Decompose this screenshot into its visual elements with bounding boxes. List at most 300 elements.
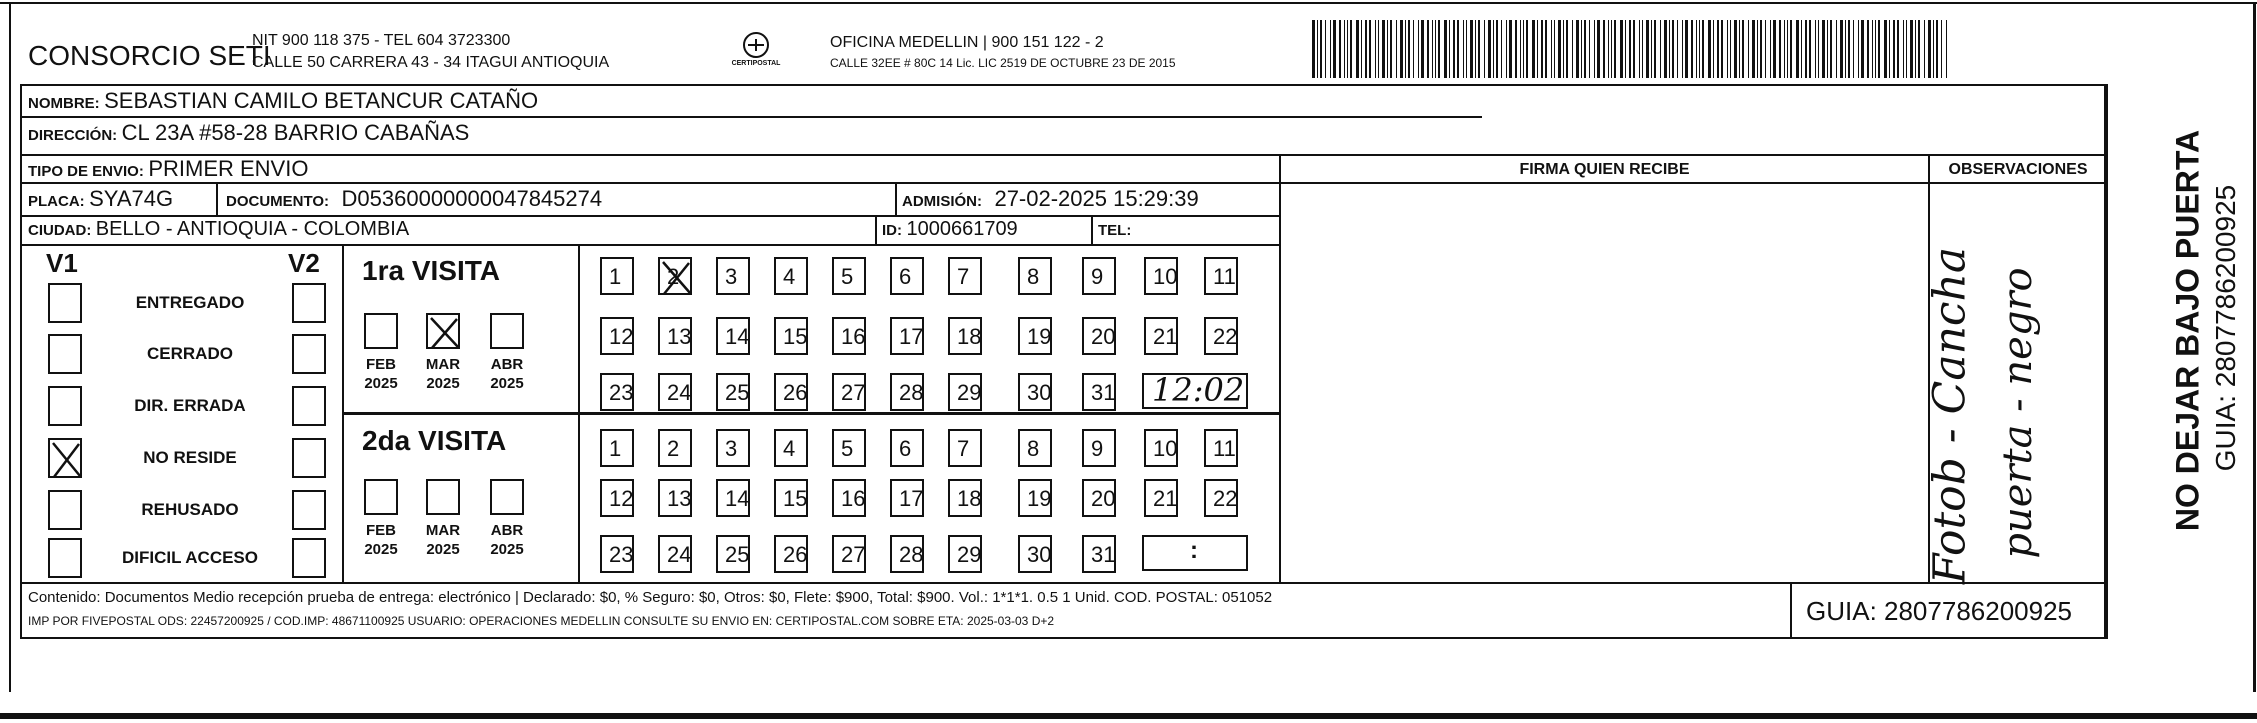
side-title: NO DEJAR BAJO PUERTA (2169, 129, 2206, 532)
barcode-bar (1421, 20, 1424, 78)
barcode-bar (1369, 20, 1371, 78)
barcode-bar (1893, 20, 1895, 78)
nombre-value: SEBASTIAN CAMILO BETANCUR CATAÑO (104, 88, 539, 113)
barcode-bar (1664, 20, 1667, 78)
barcode-bar (1897, 20, 1899, 78)
barcode-bar (1520, 20, 1521, 78)
documento-label: DOCUMENTO: (226, 193, 330, 210)
day-box[interactable]: 21 (1144, 479, 1178, 517)
observaciones-label: OBSERVACIONES (1948, 161, 2088, 178)
v1-checkbox[interactable] (48, 438, 82, 478)
barcode-bar (1488, 20, 1491, 78)
firma-label: FIRMA QUIEN RECIBE (1519, 161, 1690, 178)
day-box[interactable]: 26 (774, 373, 808, 411)
day-box[interactable]: 28 (890, 373, 924, 411)
barcode-bar (1878, 20, 1880, 78)
barcode-bar (1654, 20, 1656, 78)
v2-checkbox[interactable] (292, 490, 326, 530)
barcode-bar (1721, 20, 1723, 78)
barcode-bar (1408, 20, 1410, 78)
barcode-bar (1449, 20, 1450, 78)
id-value: 1000661709 (906, 218, 1018, 240)
barcode-bar (1382, 20, 1385, 78)
barcode-bar (1554, 20, 1555, 78)
barcode-bar (1427, 20, 1429, 78)
v1-checkbox[interactable] (48, 538, 82, 578)
day-box[interactable]: 15 (774, 479, 808, 517)
ciudad-value: BELLO - ANTIOQUIA - COLOMBIA (95, 218, 410, 240)
status-label: CERRADO (147, 344, 233, 363)
row-line-5 (20, 244, 1279, 246)
barcode-bar (1563, 20, 1564, 78)
barcode-bar (1361, 20, 1362, 78)
day-box[interactable]: 27 (832, 535, 866, 573)
obs-header-line (1279, 182, 2106, 184)
day-box[interactable]: 14 (716, 317, 750, 355)
barcode-bar (1378, 20, 1379, 78)
barcode-bar (1526, 20, 1528, 78)
barcode-bar (1677, 20, 1678, 78)
day-box[interactable]: 19 (1018, 479, 1052, 517)
barcode-bar (1730, 20, 1731, 78)
second-visit-title: 2da VISITA (362, 425, 507, 456)
placa-divider (216, 182, 218, 215)
barcode-bar (1779, 20, 1781, 78)
first-visit-title: 1ra VISITA (362, 255, 500, 286)
day-box[interactable]: 27 (832, 373, 866, 411)
barcode-bar (1347, 20, 1348, 78)
day-box[interactable]: 10 (1144, 429, 1178, 467)
barcode-bar (1608, 20, 1609, 78)
v1-checkbox[interactable] (48, 334, 82, 374)
ciudad-label: CIUDAD: (28, 222, 92, 239)
ciudad-row (28, 218, 409, 241)
barcode-bar (1651, 20, 1652, 78)
barcode-bar (1515, 20, 1517, 78)
barcode-bar (1356, 20, 1359, 78)
barcode-bar (1805, 20, 1807, 78)
day-box[interactable]: 25 (716, 535, 750, 573)
barcode-bar (1742, 20, 1744, 78)
day-box[interactable]: 31 (1082, 535, 1116, 573)
barcode-bar (1836, 20, 1837, 78)
v2-checkbox[interactable] (292, 538, 326, 578)
day-box[interactable]: 13 (658, 479, 692, 517)
day-box[interactable]: 23 (600, 535, 634, 573)
day-box[interactable]: 23 (600, 373, 634, 411)
status-label: REHUSADO (141, 500, 239, 519)
barcode-bar (1375, 20, 1376, 78)
barcode-bar (1629, 20, 1631, 78)
barcode-bar (1646, 20, 1649, 78)
day-box[interactable]: 25 (716, 373, 750, 411)
day-box[interactable]: 14 (716, 479, 750, 517)
barcode-bar (1639, 20, 1640, 78)
day-box[interactable]: 26 (774, 535, 808, 573)
barcode-bar (1787, 20, 1788, 78)
barcode-bar (1822, 20, 1825, 78)
barcode-bar (1457, 20, 1459, 78)
barcode-bar (1537, 20, 1538, 78)
month-label: ABR 2025 (490, 356, 524, 392)
barcode-bar (1496, 20, 1498, 78)
barcode-bar (1400, 20, 1403, 78)
barcode-bar (1696, 20, 1697, 78)
page-border-left (9, 2, 11, 692)
barcode-bar (1506, 20, 1507, 78)
barcode-bar (1748, 20, 1749, 78)
admision-value: 27-02-2025 15:29:39 (994, 186, 1199, 211)
license-line: CALLE 32EE # 80C 14 Lic. LIC 2519 DE OCTUBRE 23 DE 2015 (830, 56, 1176, 70)
placa-label: PLACA: (28, 193, 85, 210)
day-box[interactable]: 30 (1018, 535, 1052, 573)
barcode-bar (1682, 20, 1683, 78)
barcode-bar (1867, 20, 1869, 78)
status-label: ENTREGADO (135, 293, 245, 312)
day-box[interactable]: 4 (774, 429, 808, 467)
id-label: ID: (882, 222, 902, 239)
month-checkbox[interactable] (426, 479, 460, 515)
office-line: OFICINA MEDELLIN | 900 151 122 - 2 (830, 34, 1104, 51)
day-box[interactable]: 1 (600, 429, 634, 467)
nombre-label: NOMBRE: (28, 95, 100, 112)
barcode-bar (1642, 20, 1643, 78)
barcode-bar (1597, 20, 1600, 78)
barcode-bar (1685, 20, 1688, 78)
barcode-bar (1713, 20, 1714, 78)
barcode-bar (1493, 20, 1494, 78)
barcode-bar (1924, 20, 1925, 78)
barcode-bar (1576, 20, 1579, 78)
barcode-bar (1933, 20, 1934, 78)
barcode-bar (1350, 20, 1352, 78)
barcode-bar (1884, 20, 1887, 78)
day-box[interactable]: 24 (658, 535, 692, 573)
barcode-bar (1545, 20, 1547, 78)
barcode-bar (1435, 20, 1436, 78)
barcode-bar (1413, 20, 1414, 78)
second-visit-time: : (1190, 537, 1198, 564)
day-box[interactable]: 19 (1018, 317, 1052, 355)
admision-label: ADMISIÓN: (902, 193, 982, 210)
barcode-bar (1365, 20, 1367, 78)
day-box[interactable]: 24 (658, 373, 692, 411)
barcode-bar (1572, 20, 1573, 78)
day-box[interactable]: 18 (948, 317, 982, 355)
barcode-bar (1501, 20, 1502, 78)
obs-handwriting-line2: puerta - negro (1995, 267, 2041, 559)
barcode-bar (1773, 20, 1776, 78)
barcode-bar (1757, 20, 1758, 78)
barcode-bar (1936, 20, 1938, 78)
day-box[interactable]: 28 (890, 535, 924, 573)
status-label: DIFICIL ACCESO (121, 548, 258, 567)
day-box[interactable]: 15 (774, 317, 808, 355)
day-box[interactable]: 22 (1204, 317, 1238, 355)
documento-row (226, 186, 602, 212)
day-box[interactable]: 20 (1082, 479, 1116, 517)
v1-checkbox[interactable] (48, 283, 82, 323)
visits-middle-line (342, 412, 1279, 415)
barcode-bar (1387, 20, 1388, 78)
certipostal-logo (726, 30, 786, 78)
day-box[interactable]: 16 (832, 479, 866, 517)
day-box[interactable]: 17 (890, 317, 924, 355)
day-box[interactable]: 5 (832, 257, 866, 295)
footer-line1: Contenido: Documentos Medio recepción prueba de entrega: electrónico | Declarado: $0, % Seguro: $0, Otros: $0, Flete: $900, Total: $900. Vol.: 1*1*1. 0.5 1 Unid. COD. POSTAL: 051052 (28, 589, 1273, 606)
barcode-bar (1611, 20, 1612, 78)
month-checkbox[interactable] (490, 479, 524, 515)
barcode-bar (1928, 20, 1931, 78)
page-border-top (0, 2, 2257, 4)
barcode-bar (1484, 20, 1485, 78)
barcode-bar (1815, 20, 1816, 78)
barcode-bar (1752, 20, 1755, 78)
barcode-bar (1330, 20, 1331, 78)
tipo-value: PRIMER ENVIO (148, 156, 309, 181)
barcode-bar (1889, 20, 1890, 78)
barcode-bar (1470, 20, 1473, 78)
barcode-bar (1633, 20, 1635, 78)
direccion-value: CL 23A #58-28 BARRIO CABAÑAS (121, 120, 470, 145)
month-label: FEB 2025 (364, 522, 398, 558)
day-box[interactable]: 4 (774, 257, 808, 295)
row-line-1 (20, 116, 1482, 118)
day-box[interactable]: 20 (1082, 317, 1116, 355)
barcode-bar (1770, 20, 1771, 78)
day-box[interactable]: 9 (1082, 257, 1116, 295)
day-box[interactable]: 6 (890, 429, 924, 467)
status-label: NO RESIDE (143, 448, 237, 467)
v2-checkbox[interactable] (292, 386, 326, 426)
barcode-bar (1739, 20, 1740, 78)
barcode-bar (1872, 20, 1873, 78)
barcode-bar (1344, 20, 1345, 78)
admision-row (902, 186, 1199, 212)
barcode-bar (1438, 20, 1440, 78)
barcode-bar (1551, 20, 1552, 78)
v1-checkbox[interactable] (48, 490, 82, 530)
barcode-bar (1339, 20, 1341, 78)
day-box[interactable]: 2 (658, 429, 692, 467)
barcode-bar (1760, 20, 1762, 78)
month-label: MAR 2025 (425, 356, 461, 392)
month-checkbox[interactable] (490, 313, 524, 349)
day-box[interactable]: 13 (658, 317, 692, 355)
documento-value: D05360000000047845274 (341, 186, 603, 211)
tel-divider (1091, 215, 1093, 244)
barcode-bar (1708, 20, 1711, 78)
barcode (1312, 20, 1952, 78)
barcode-bar (1660, 20, 1661, 78)
day-box[interactable]: 5 (832, 429, 866, 467)
barcode-bar (1903, 20, 1904, 78)
barcode-bar (1581, 20, 1582, 78)
day-box[interactable]: 3 (716, 257, 750, 295)
barcode-bar (1875, 20, 1876, 78)
barcode-bar (1558, 20, 1561, 78)
direccion-label: DIRECCIÓN: (28, 127, 118, 144)
barcode-bar (1312, 20, 1315, 78)
barcode-bar (1541, 20, 1543, 78)
barcode-bar (1566, 20, 1568, 78)
barcode-bar (1809, 20, 1811, 78)
barcode-bar (1858, 20, 1859, 78)
barcode-bar (1320, 20, 1322, 78)
footer-line2: IMP POR FIVEPOSTAL ODS: 22457200925 / COD.IMP: 48671100925 USUARIO: OPERACIONES MEDELLIN CONSULTE SU ENVIO EN: CERTIPOSTAL.COM SOBRE ETA: 2025-03-03 D+2 (28, 614, 1055, 628)
barcode-bar (1946, 20, 1947, 78)
day-box[interactable]: 11 (1204, 257, 1238, 295)
v2-checkbox[interactable] (292, 334, 326, 374)
barcode-bar (1523, 20, 1524, 78)
month-checkbox[interactable] (426, 313, 460, 349)
barcode-bar (1727, 20, 1728, 78)
footer-line (20, 582, 2106, 584)
barcode-bar (1444, 20, 1447, 78)
nombre-row (28, 88, 538, 114)
placa-row (28, 186, 173, 212)
id-row (882, 218, 1018, 241)
barcode-bar (1453, 20, 1455, 78)
barcode-bar (1463, 20, 1464, 78)
day-box[interactable]: 11 (1204, 429, 1238, 467)
barcode-bar (1584, 20, 1586, 78)
barcode-bar (1669, 20, 1670, 78)
logo-text: CERTIPOSTAL (731, 60, 781, 67)
certipostal-logo-icon (726, 30, 786, 78)
day-box[interactable]: 12 (600, 317, 634, 355)
day-box[interactable]: 8 (1018, 257, 1052, 295)
footer-guia-line (1790, 582, 1792, 639)
barcode-bar (1532, 20, 1535, 78)
page-border-bottom (0, 713, 2257, 719)
day-box[interactable]: 18 (948, 479, 982, 517)
day-box[interactable]: 8 (1018, 429, 1052, 467)
day-box[interactable]: 30 (1018, 373, 1052, 411)
barcode-bar (1906, 20, 1907, 78)
barcode-bar (1390, 20, 1392, 78)
barcode-bar (1478, 20, 1480, 78)
day-box[interactable]: 17 (890, 479, 924, 517)
month-checkbox[interactable] (364, 479, 398, 515)
barcode-bar (1853, 20, 1854, 78)
barcode-bar (1734, 20, 1737, 78)
tipo-row (28, 156, 308, 182)
firma-left-line (1279, 154, 1281, 582)
barcode-bar (1790, 20, 1792, 78)
barcode-bar (1509, 20, 1512, 78)
barcode-bar (1325, 20, 1326, 78)
barcode-bar (1910, 20, 1913, 78)
v2-label: V2 (288, 248, 320, 278)
barcode-bar (1475, 20, 1476, 78)
obs-handwriting-line1: Fotob - Cancha (1924, 246, 1976, 585)
day-box[interactable]: 31 (1082, 373, 1116, 411)
barcode-bar (1620, 20, 1623, 78)
v1-checkbox[interactable] (48, 386, 82, 426)
barcode-bar (1845, 20, 1846, 78)
tel-label: TEL: (1098, 222, 1132, 239)
barcode-bar (1796, 20, 1799, 78)
barcode-bar (1861, 20, 1864, 78)
day-box[interactable]: 21 (1144, 317, 1178, 355)
v1-label: V1 (46, 248, 78, 278)
barcode-bar (1625, 20, 1626, 78)
barcode-bar (1699, 20, 1700, 78)
placa-value: SYA74G (89, 186, 174, 211)
day-box[interactable]: 1 (600, 257, 634, 295)
barcode-bar (1466, 20, 1467, 78)
side-guia: GUIA: 2807786200925 (2210, 184, 2241, 472)
month-label: ABR 2025 (490, 522, 524, 558)
side-block-line (2106, 84, 2108, 639)
row-line-2 (20, 154, 2106, 156)
barcode-bar (1594, 20, 1595, 78)
id-divider (875, 215, 877, 244)
month-checkbox[interactable] (364, 313, 398, 349)
barcode-bar (1672, 20, 1674, 78)
month-label: FEB 2025 (364, 356, 398, 392)
day-box[interactable]: 9 (1082, 429, 1116, 467)
barcode-bar (1432, 20, 1433, 78)
day-box[interactable]: 22 (1204, 479, 1238, 517)
day-box[interactable]: 12 (600, 479, 634, 517)
day-box[interactable]: 2 (658, 257, 692, 295)
day-box[interactable]: 29 (948, 373, 982, 411)
day-box[interactable]: 7 (948, 429, 982, 467)
company-name: CONSORCIO SETI (28, 40, 271, 71)
row-line-3 (20, 182, 1279, 184)
barcode-bar (1333, 20, 1336, 78)
barcode-bar (1702, 20, 1704, 78)
barcode-bar (1603, 20, 1605, 78)
barcode-bar (1818, 20, 1819, 78)
address-line: CALLE 50 CARRERA 43 - 34 ITAGUI ANTIOQUIA (252, 54, 610, 71)
day-box[interactable]: 3 (716, 429, 750, 467)
barcode-bar (1941, 20, 1942, 78)
month-label: MAR 2025 (425, 522, 461, 558)
day-box[interactable]: 29 (948, 535, 982, 573)
barcode-bar (1801, 20, 1802, 78)
barcode-bar (1915, 20, 1916, 78)
day-box[interactable]: 6 (890, 257, 924, 295)
direccion-row (28, 120, 469, 146)
admision-divider (895, 182, 897, 215)
v2-checkbox[interactable] (292, 283, 326, 323)
barcode-bar (1614, 20, 1616, 78)
barcode-bar (1589, 20, 1590, 78)
nit-line: NIT 900 118 375 - TEL 604 3723300 (252, 32, 511, 49)
day-box[interactable]: 16 (832, 317, 866, 355)
day-box[interactable]: 7 (948, 257, 982, 295)
barcode-bar (1405, 20, 1406, 78)
footer-guia: GUIA: 2807786200925 (1806, 596, 2072, 626)
barcode-bar (1840, 20, 1843, 78)
barcode-bar (1765, 20, 1766, 78)
day-box[interactable]: 10 (1144, 257, 1178, 295)
barcode-bar (1827, 20, 1828, 78)
barcode-bar (1317, 20, 1318, 78)
barcode-bar (1717, 20, 1719, 78)
page-border-right (2253, 2, 2256, 692)
barcode-bar (1848, 20, 1850, 78)
barcode-bar (1918, 20, 1920, 78)
barcode-bar (1830, 20, 1832, 78)
tipo-label: TIPO DE ENVIO: (28, 163, 144, 180)
v2-checkbox[interactable] (292, 438, 326, 478)
barcode-bar (1691, 20, 1693, 78)
barcode-bar (1418, 20, 1419, 78)
